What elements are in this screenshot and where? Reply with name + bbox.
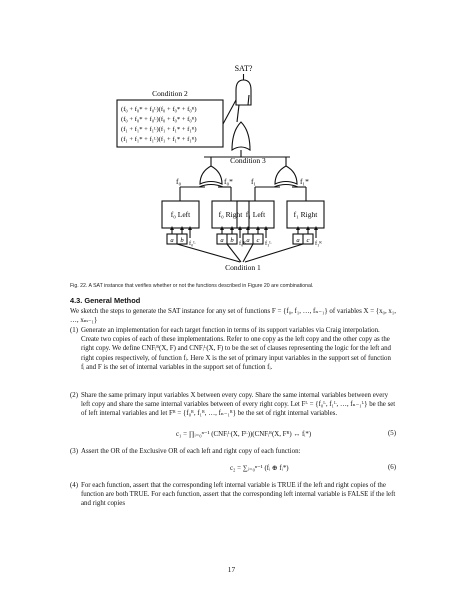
sat-label: SAT? — [234, 64, 253, 73]
xor-gate-f0 — [200, 166, 222, 184]
f0-left-label: f₀ Left — [170, 210, 191, 219]
list-item-number: (4) — [70, 482, 79, 489]
input-a: a — [170, 237, 174, 244]
or-gate — [232, 122, 250, 150]
input-b: b — [180, 237, 184, 244]
input-a: a — [246, 237, 250, 244]
f0-right-label: f₀ Right — [218, 210, 243, 219]
list-item-number: (2) — [70, 392, 79, 399]
f0-star-label: f₀* — [224, 177, 233, 186]
input-c: c — [256, 237, 260, 244]
figure-caption: Fig. 22. A SAT instance that verifies whether or not the functions described in Figure 20 are combinational. — [70, 283, 314, 289]
f0-right-internal: f₀ᴿ — [239, 240, 246, 247]
list-item-text: Share the same primary input variables X between every copy. Share the same internal variables between every left copy and share the same internal variables between of every right copy. Let Fᴸ = {f₀ᴸ, f₁ᴸ, …, fₙ₋₁ᴸ} be the set of left internal variables and let Fᴿ = {f₀ᴿ, f₁ᴿ, …, fₙ₋₁ᴿ} be the set of right internal variables. — [81, 392, 396, 418]
condition2-clause-3: (f₁ + f₁* + f₁ᴸ)(f₁ + f₁* + f₁ᴿ) — [121, 136, 197, 143]
f1-left-internal: f₁ᴸ — [265, 240, 272, 247]
list-item-text: Assert the OR of the Exclusive OR of each left and right copy of each function: — [81, 448, 301, 455]
f0-label: f₀ — [176, 177, 182, 186]
f0-left-internal: f₀ᴸ — [189, 240, 196, 247]
input-a: a — [220, 237, 224, 244]
list-item-number: (3) — [70, 448, 79, 455]
page-number: 17 — [227, 565, 236, 574]
condition1-label: Condition 1 — [225, 263, 261, 272]
f1-star-label: f₁* — [300, 177, 309, 186]
equation-5-number: (5) — [387, 430, 396, 437]
condition2-clause-1: (f₀ + f₀* + f₀ᴸ)(f₀ + f₀* + f₀ᴿ) — [121, 116, 197, 123]
list-item-text: Generate an implementation for each target function in terms of its support variables via Craig interpolation. Create two copies of each of these implementations. Refer to one copy as the left copy and the other copy as the right copy. We define CNFᵢᴿ(X, F) and CNFᵢᴸ(X, F) to be the set of clauses representing the logic for the left and right copies respectively, of function fᵢ. Here X is the set of primary input variables in the support set of function fᵢ and F is the set of internal variables in the support set of function fᵢ. — [81, 327, 392, 371]
list-item-text: For each function, assert that the corresponding left internal variable is TRUE if the left and right copies of the function are both TRUE. For each function, assert that the corresponding left internal variable is FALSE if the left and right copies — [81, 482, 396, 508]
f1-left-label: f₁ Left — [245, 210, 266, 219]
condition2-label: Condition 2 — [152, 89, 188, 98]
condition2-clause-0: (f₀ + f₀* + f₀ᴸ)(f₀ + f₀* + f₀ᴿ) — [121, 106, 197, 113]
input-a: a — [296, 237, 300, 244]
condition2-clause-2: (f₁ + f₁* + f₁ᴸ)(f₁ + f₁* + f₁ᴿ) — [121, 126, 197, 133]
f1-right-internal: f₁ᴿ — [315, 240, 322, 247]
equation-6: c₂ = ∑ᵢ₌₀ⁿ⁻¹ (fᵢ ⊕ fᵢ*) — [230, 465, 289, 472]
input-b: b — [230, 237, 234, 244]
section-title: 4.3. General Method — [70, 296, 141, 305]
xor-gate-f1 — [275, 166, 297, 184]
list-item-number: (1) — [70, 327, 79, 334]
input-c: c — [306, 237, 310, 244]
sat-circuit-figure — [0, 0, 463, 280]
condition3-label: Condition 3 — [230, 156, 266, 165]
intro-paragraph: We sketch the steps to generate the SAT instance for any set of functions F = {f₀, f₁, …, fₙ₋₁} of variables X = {x₀, x₁, …, xₘ₋₁} — [70, 308, 396, 325]
equation-5: c₁ = ∏ᵢ₌₀ⁿ⁻¹ (CNFᵢᴸ(X, Fᴸ))(CNFᵢᴿ(X, Fᴿ) ↔ fᵢ*) — [176, 431, 312, 438]
equation-6-number: (6) — [387, 464, 396, 471]
f1-right-label: f₁ Right — [293, 210, 318, 219]
f1-label: f₁ — [251, 177, 257, 186]
